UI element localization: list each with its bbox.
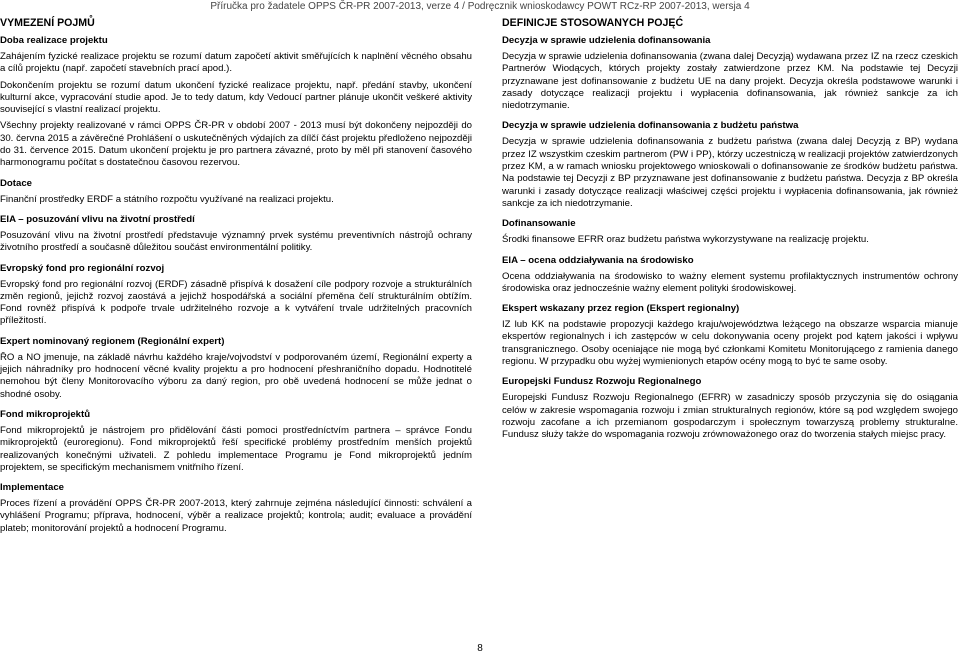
section-paragraph: Finanční prostředky ERDF a státního rozpočtu využívané na realizaci projektu.: [0, 193, 334, 205]
section-paragraph: Fond mikroprojektů je nástrojem pro přidělování části pomoci prostředníctvím partnera – správce Fondu mikroprojektů (euroregionu). Fond mikroprojektů řeší specifické problémy prostředním menších projektů realizovaných konečnými uživateli. Z pohledu implementace Programu je Fond mikroprojektů jedním projektem, se specifickým mechanismem vnitřního řízení.: [0, 424, 472, 473]
section-heading: Europejski Fundusz Rozwoju Regionalnego: [502, 376, 702, 388]
section-paragraph: Decyzja w sprawie udzielenia dofinansowania (zwana dalej Decyzją) wydawana przez IZ na rzecz czeskich Partnerów Wiodących, których projekty zostały zatwierdzone przez KM. Na podstawie tej Decyzji przyznawane jest dofinansowanie z budżetu UE na dany projekt. Decyzja określa podstawowe warunki i zasady dotyczące realizacji projektu i wypłacenia dofinansowania, jak również sankcje za ich niedotrzymanie.: [502, 51, 958, 112]
column-title: VYMEZENÍ POJMŮ: [0, 17, 95, 29]
section-paragraph: Środki finansowe EFRR oraz budżetu państwa wykorzystywane na realizację projektu.: [502, 234, 869, 246]
section-heading: Decyzja w sprawie udzielenia dofinansowania z budżetu państwa: [502, 120, 799, 132]
section-paragraph: Europejski Fundusz Rozwoju Regionalnego (EFRR) w zasadniczy sposób przyczynia się do osiągania celów w zakresie wspomagania rozwoju i zmian strukturalnych regionów, które są pod względem swojego rozwoju zacofane a ich przemianom gospodarczym i społecznym towarzyszą problemy strukturalne. Fundusz służy także do wspomagania rozwoju zrównoważonego oraz do tworzenia stałych miejsc pracy.: [502, 392, 958, 441]
section-heading: Fond mikroprojektů: [0, 408, 91, 420]
section-heading: Dofinansowanie: [502, 218, 576, 230]
section-heading: Implementace: [0, 482, 64, 494]
section-heading: Doba realizace projektu: [0, 35, 108, 46]
section-heading: Evropský fond pro regionální rozvoj: [0, 262, 165, 274]
section-paragraph: Evropský fond pro regionální rozvoj (ERDF) zásadně přispívá k dosažení cíle podpory rozvoje a strukturálních změn regionů, jejichž rozvoj zaostává a jejichž hospodářská a sociální přeměna čelí strukturálním obtížím. Fond rovněž přispívá k podpoře trvale udržitelného rozvoje a k vytváření trvale udržitelných pracovních příležitostí.: [0, 278, 472, 327]
right-column-polish: [502, 17, 958, 450]
section-paragraph: ŘO a NO jmenuje, na základě návrhu každého kraje/vojvodství v podporovaném území, Regionální experty a jejich náhradníky pro hodnocení věcné kvality projektu a pro hodnocení přeshraničního dopadu. Hodnotitelé nemohou být členy Monitorovacího výboru za daný region, pro obě uvedená hodnocení se může jednat o shodné osoby.: [0, 351, 472, 400]
section-spacer: [0, 539, 472, 543]
section-paragraph: Posuzování vlivu na životní prostředí představuje významný prvek systému preventivních nástrojů ochrany životního prostředí a současně důležitou součást environmentální politiky.: [0, 229, 472, 254]
section-spacer: [502, 446, 958, 450]
section-heading: Expert nominovaný regionem (Regionální expert): [0, 335, 225, 347]
section-heading: EIA – ocena oddziaływania na środowisko: [502, 254, 694, 266]
section-paragraph: Dokončením projektu se rozumí datum ukončení fyzické realizace projektu, např. předání stavby, ukončení kulturní akce, vypracování studie apod. Je to tedy datum, kdy Vedoucí partner plánuje ukončit veškeré aktivity související s vlastní realizací projektu.: [0, 79, 472, 116]
section-heading: Dotace: [0, 177, 32, 189]
section-paragraph: IZ lub KK na podstawie propozycji każdego kraju/województwa leżącego na obszarze wsparcia mianuje ekspertów regionalnych i ich zastępców w celu dokonywania oceny projekt pod kątem jakości i wpływu transgranicznego. Osoby oceniające nie mogą być członkami Komitetu Monitorującego z ramienia danego regionu. W przypadku obu wyżej wymienionych etapów océny mogą to być te same osoby.: [502, 319, 958, 368]
section-heading: EIA – posuzování vlivu na životní prostředí: [0, 213, 195, 225]
column-title: DEFINICJE STOSOWANYCH POJĘĆ: [502, 17, 684, 29]
section-heading: Decyzja w sprawie udzielenia dofinansowania: [502, 35, 711, 46]
section-heading: Ekspert wskazany przez region (Ekspert regionalny): [502, 303, 740, 315]
page-number: 8: [477, 643, 483, 654]
document-header: Příručka pro žadatele OPPS ČR-PR 2007-2013, verze 4 / Podręcznik wnioskodawcy POWT RCz-RP 2007-2013, wersja 4: [210, 1, 750, 12]
left-column-czech: [0, 17, 472, 543]
section-paragraph: Proces řízení a provádění OPPS ČR-PR 2007-2013, který zahrnuje zejména následující činnosti: schválení a vyhlášení Programu; příprava, hodnocení, výběr a realizace projektů; kontrola; audit; evaluace a provádění plateb; monitorování projektů a hodnocení Programu.: [0, 498, 472, 534]
section-paragraph: Zahájením fyzické realizace projektu se rozumí datum započetí aktivit směřujících k naplnění věcného obsahu a cílů projektu (např. započetí stavebních prací apod.).: [0, 51, 472, 75]
section-paragraph: Všechny projekty realizované v rámci OPPS ČR-PR v období 2007 - 2013 musí být dokončeny nejpozději do 30. června 2015 a závěrečné Prohlášení o uskutečněných výdajích za dílčí část projektu předloženo nejpozději do 31. července 2015. Datum ukončení projektu je pro partnera závazné, proto by měl při stanovení časového harmonogramu počítat s dostatečnou časovou rezervou.: [0, 120, 472, 169]
section-paragraph: Ocena oddziaływania na środowisko to ważny element systemu profilaktycznych instrumentów ochrony środowiska oraz jednocześnie ważny element polityki środowiskowej.: [502, 270, 958, 294]
section-paragraph: Decyzja w sprawie udzielenia dofinansowania z budżetu państwa (zwana dalej Decyzją z BP) wydana przez IZ wszystkim czeskim partnerom (PW i PP), którzy uczestniczą w realizacji projektów zatwierdzonych przez KM, a w ramach wniosku projektowego wnioskowali o dofinansowanie ze środków budżetu państwa. Na podstawie tej Decyzji z BP przyznawane jest dofinansowanie z budżetu państwa. Decyzja z BP określa warunki i zasady dotyczące realizacji właściwej części projektu i wypłacenia dofinansowania, jak również sankcje za ich niedotrzymanie.: [502, 136, 958, 209]
